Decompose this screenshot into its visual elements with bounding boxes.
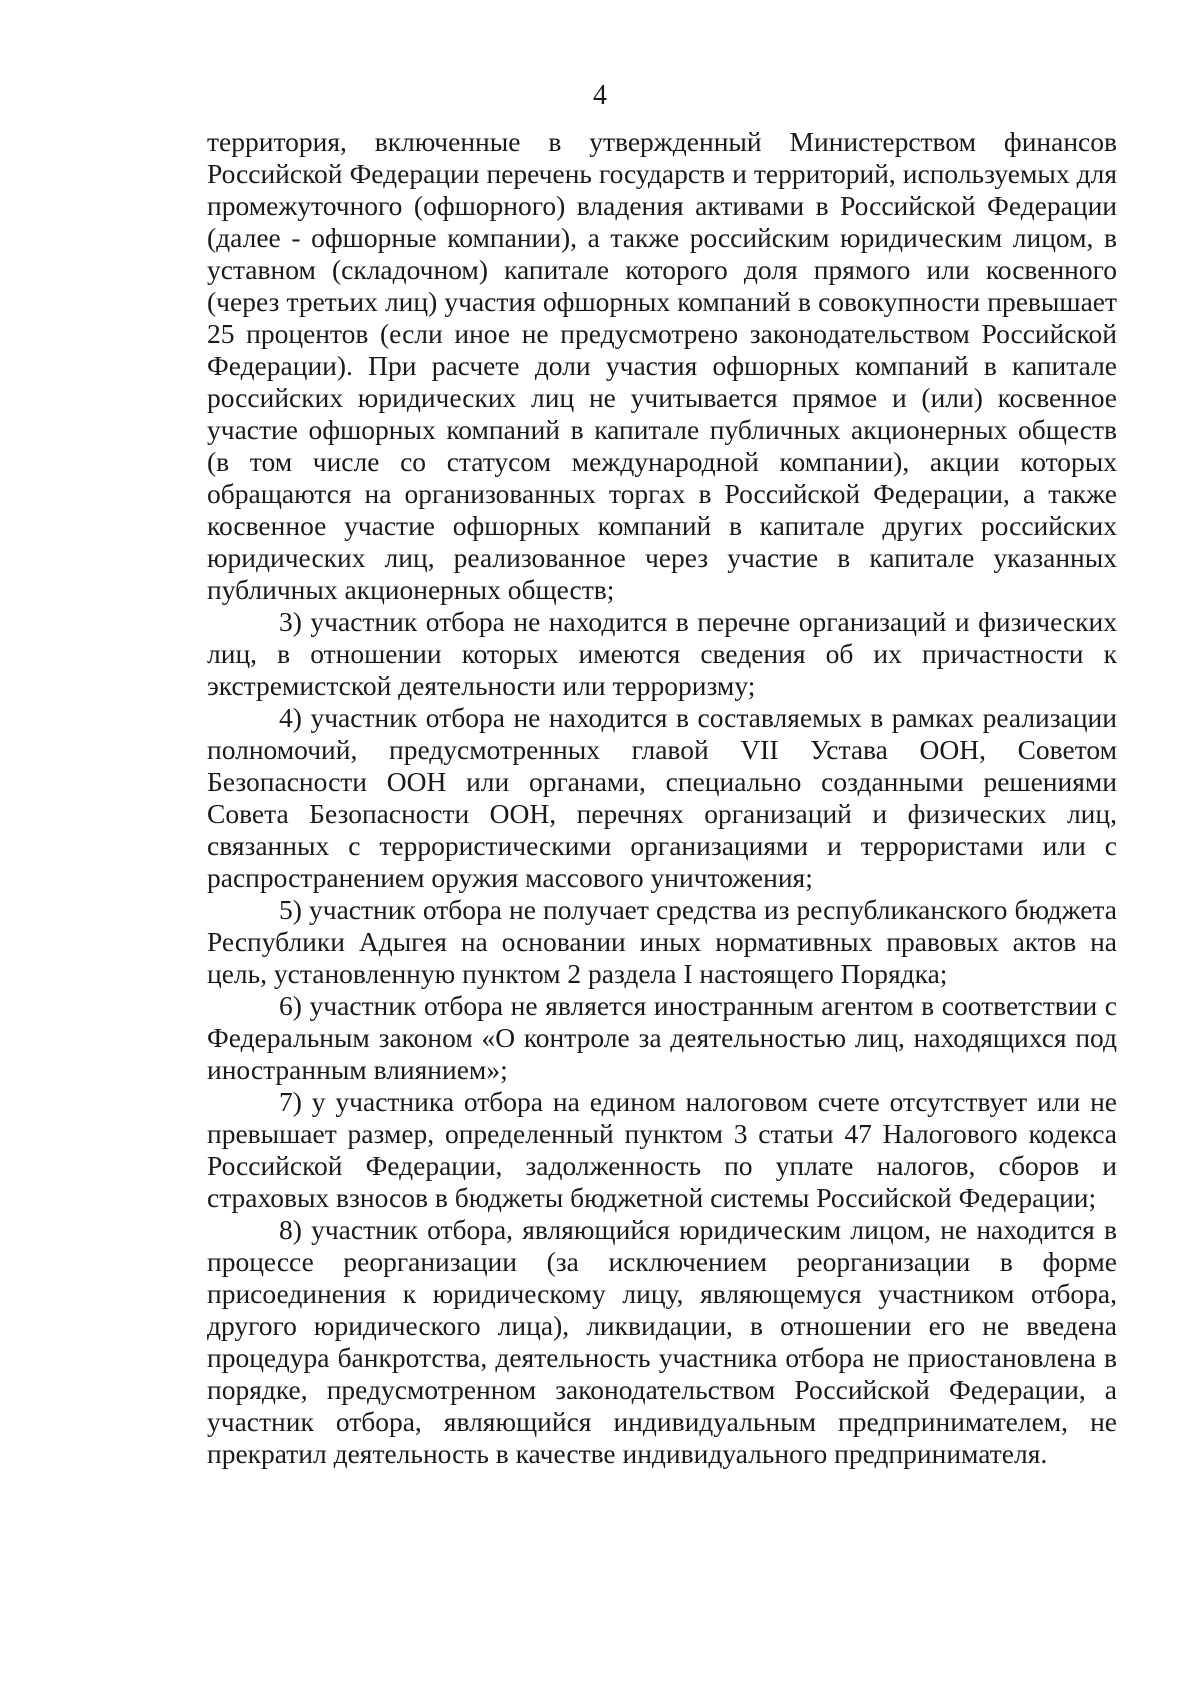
paragraph-item-8: 8) участник отбора, являющийся юридическим лицом, не находится в процессе реорганизации (за исключением реорганизации в форме присоединения к юридическому лицу, являющемуся участником отбора, другого юридического лица), ликвидации, в отношении его не введена процедура банкротства, деятельность участника отбора не приостановлена в порядке, предусмотренном законодательством Российской Федерации, а участник отбора, являющийся индивидуальным предпринимателем, не прекратил деятельность в качестве индивидуального предпринимателя. — [207, 1214, 1117, 1469]
paragraph-item-6: 6) участник отбора не является иностранным агентом в соответствии с Федеральным законом «О контроле за деятельностью лиц, находящихся под иностранным влиянием»; — [207, 990, 1117, 1085]
paragraph-item-5: 5) участник отбора не получает средства из республиканского бюджета Республики Адыгея на основании иных нормативных правовых актов на цель, установленную пунктом 2 раздела I настоящего Порядка; — [207, 894, 1117, 989]
paragraph-item-4: 4) участник отбора не находится в составляемых в рамках реализации полномочий, предусмотренных главой VII Устава ООН, Советом Безопасности ООН или органами, специально созданными решениями Совета Безопасности ООН, перечнях организаций и физических лиц, связанных с террористическими организациями и террористами или с распространением оружия массового уничтожения; — [207, 702, 1117, 893]
paragraph-item-3: 3) участник отбора не находится в перечне организаций и физических лиц, в отношении которых имеются сведения об их причастности к экстремистской деятельности или терроризму; — [207, 606, 1117, 701]
document-body — [207, 126, 1117, 1470]
paragraph-continuation: территория, включенные в утвержденный Министерством финансов Российской Федерации перечень государств и территорий, используемых для промежуточного (офшорного) владения активами в Российской Федерации (далее - офшорные компании), а также российским юридическим лицом, в уставном (складочном) капитале которого доля прямого или косвенного (через третьих лиц) участия офшорных компаний в совокупности превышает 25 процентов (если иное не предусмотрено законодательством Российской Федерации). При расчете доли участия офшорных компаний в капитале российских юридических лиц не учитывается прямое и (или) косвенное участие офшорных компаний в капитале публичных акционерных обществ (в том числе со статусом международной компании), акции которых обращаются на организованных торгах в Российской Федерации, а также косвенное участие офшорных компаний в капитале других российских юридических лиц, реализованное через участие в капитале указанных публичных акционерных обществ; — [207, 126, 1117, 605]
page-number: 4 — [593, 80, 607, 111]
paragraph-item-7: 7) у участника отбора на едином налоговом счете отсутствует или не превышает размер, определенный пунктом 3 статьи 47 Налогового кодекса Российской Федерации, задолженность по уплате налогов, сборов и страховых взносов в бюджеты бюджетной системы Российской Федерации; — [207, 1086, 1117, 1213]
